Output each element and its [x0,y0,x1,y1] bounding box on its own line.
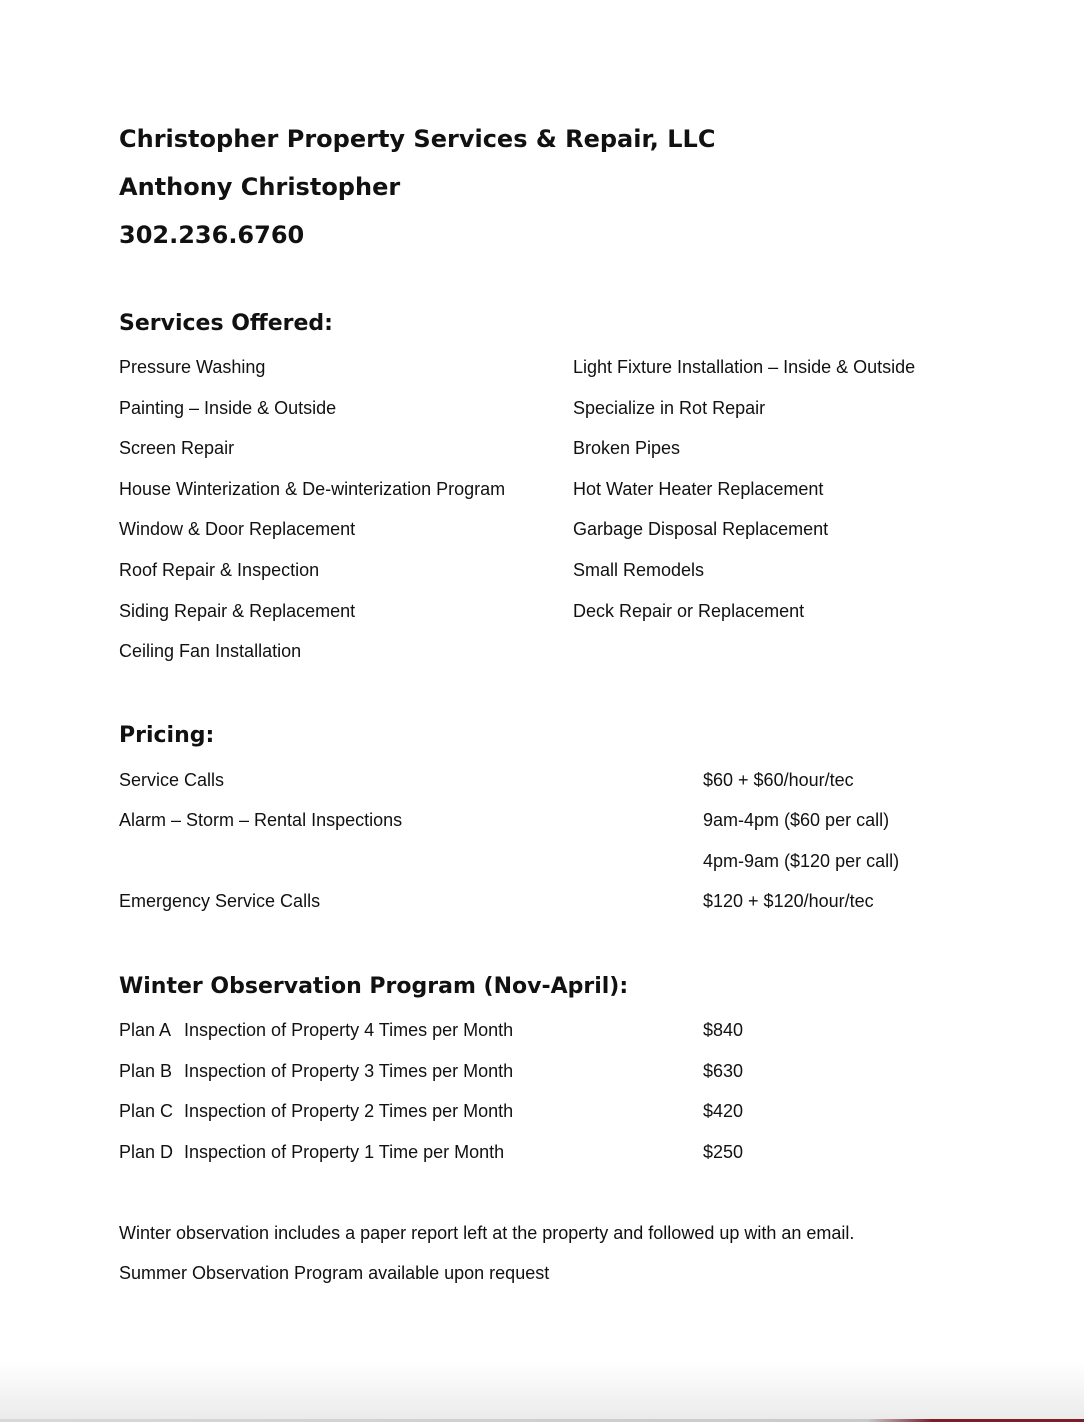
plan-name: Plan D [119,1142,174,1162]
plan-description: Inspection of Property 2 Times per Month [184,1101,514,1121]
plan-name: Plan B [119,1061,173,1081]
plan-price: $250 [703,1142,744,1162]
pricing-price: 4pm-9am ($120 per call) [703,851,900,871]
pricing-label: Alarm – Storm – Rental Inspections [119,810,403,830]
service-item: Small Remodels [573,560,705,580]
phone-number: 302.236.6760 [119,221,305,249]
note-text: Winter observation includes a paper report left at the property and followed up with an email. [119,1223,855,1243]
plan-price: $840 [703,1020,744,1040]
pricing-label: Service Calls [119,770,225,790]
service-item: House Winterization & De-winterization Program [119,479,506,499]
service-item: Hot Water Heater Replacement [573,479,824,499]
plan-name: Plan A [119,1020,172,1040]
pricing-price: $60 + $60/hour/tec [703,770,854,790]
pricing-title: Pricing: [119,723,215,748]
service-item: Garbage Disposal Replacement [573,519,829,539]
service-item: Screen Repair [119,438,235,458]
pricing-price: 9am-4pm ($60 per call) [703,810,890,830]
service-item: Window & Door Replacement [119,519,356,539]
plan-description: Inspection of Property 3 Times per Month [184,1061,514,1081]
plan-price: $420 [703,1101,744,1121]
service-item: Light Fixture Installation – Inside & Outside [573,357,916,377]
service-item: Broken Pipes [573,438,681,458]
pricing-label: Emergency Service Calls [119,891,321,911]
company-name: Christopher Property Services & Repair, LLC [119,125,716,153]
service-item: Ceiling Fan Installation [119,641,302,661]
plan-name: Plan C [119,1101,174,1121]
page-bottom-shadow [0,1362,1084,1422]
service-item: Deck Repair or Replacement [573,601,805,621]
plan-price: $630 [703,1061,744,1081]
pricing-price: $120 + $120/hour/tec [703,891,874,911]
note-text: Summer Observation Program available upon request [119,1263,550,1283]
service-item: Pressure Washing [119,357,266,377]
winter-title: Winter Observation Program (Nov-April): [119,974,629,999]
owner-name: Anthony Christopher [119,173,401,201]
service-item: Painting – Inside & Outside [119,398,337,418]
plan-description: Inspection of Property 1 Time per Month [184,1142,505,1162]
service-item: Specialize in Rot Repair [573,398,766,418]
service-item: Roof Repair & Inspection [119,560,320,580]
services-title: Services Offered: [119,311,333,336]
plan-description: Inspection of Property 4 Times per Month [184,1020,514,1040]
service-item: Siding Repair & Replacement [119,601,356,621]
